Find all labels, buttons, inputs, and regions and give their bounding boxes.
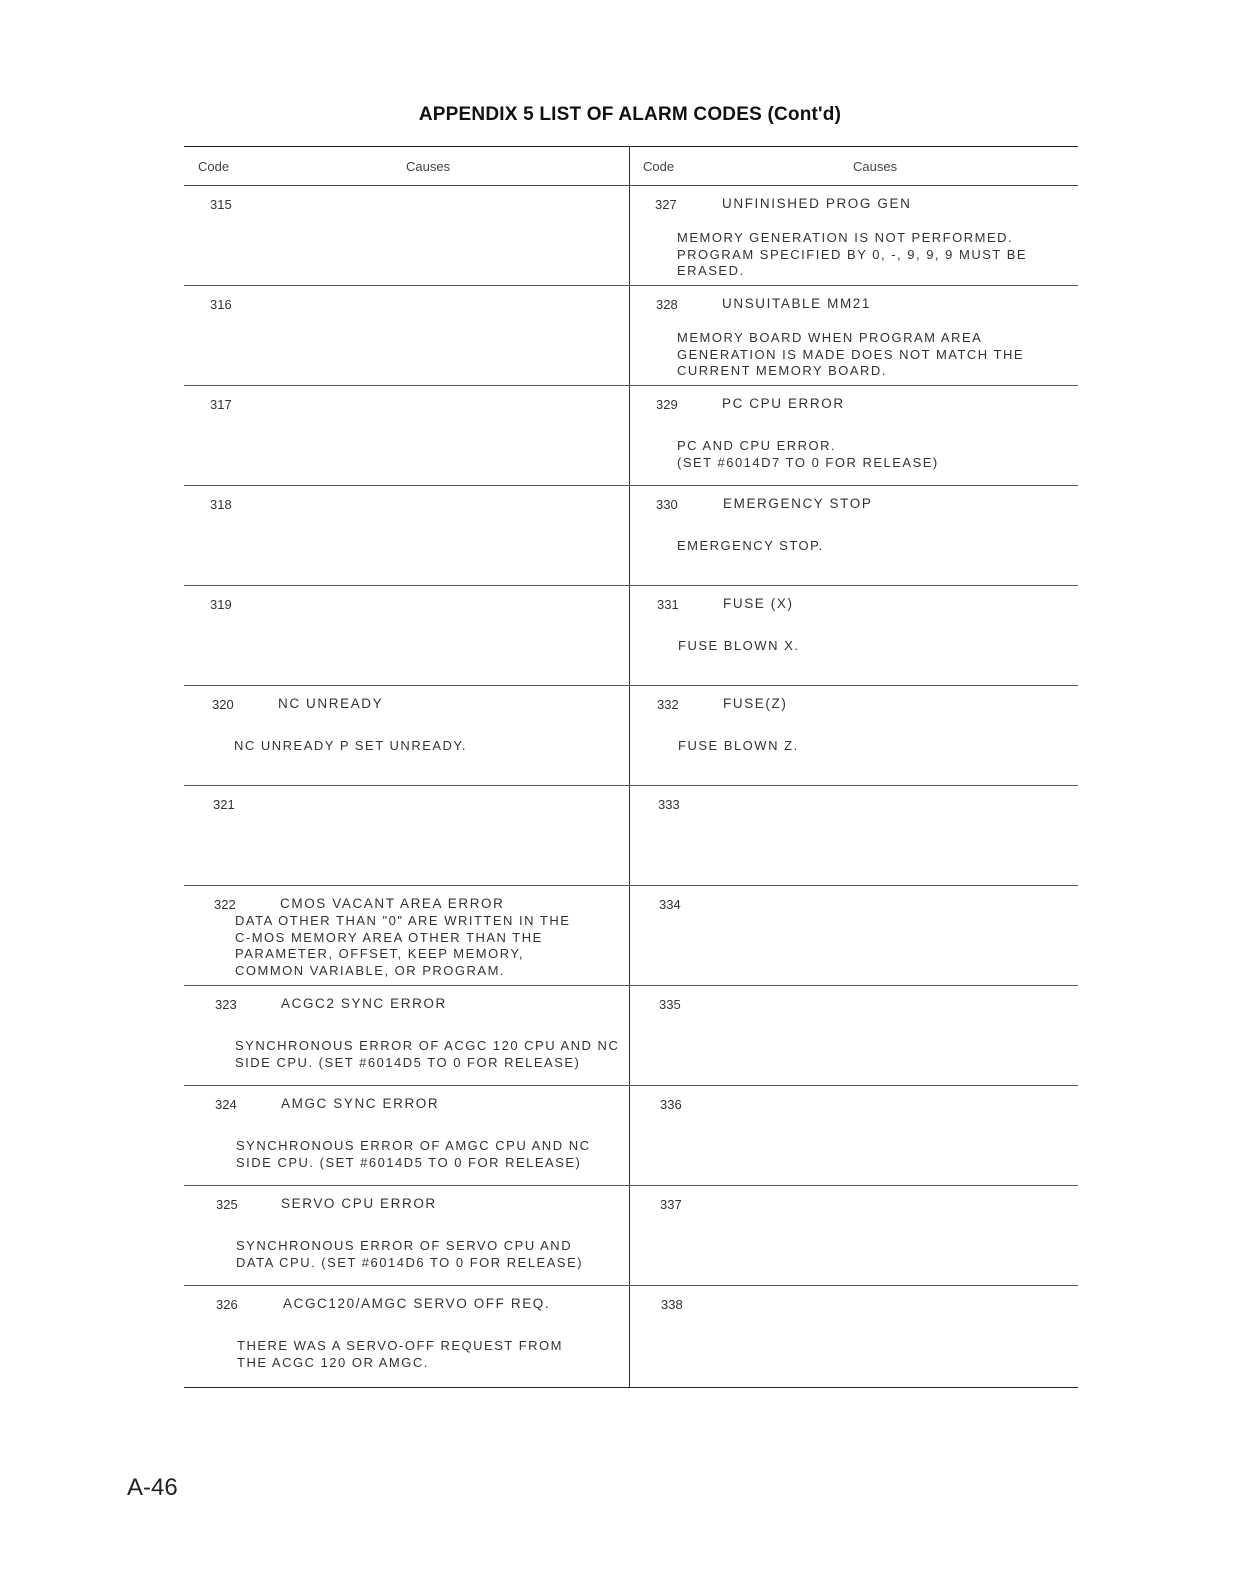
alarm-entry [184, 1285, 624, 1385]
alarm-name: SERVO CPU ERROR [281, 1196, 437, 1211]
column-divider [629, 147, 630, 1387]
alarm-name: FUSE (X) [723, 596, 794, 611]
alarm-name: ACGC120/AMGC SERVO OFF REQ. [283, 1296, 551, 1311]
alarm-codes-table [184, 146, 1078, 1388]
alarm-entry [634, 685, 1074, 785]
alarm-name: UNFINISHED PROG GEN [722, 196, 912, 211]
alarm-description: EMERGENCY STOP. [677, 538, 824, 553]
alarm-name: NC UNREADY [278, 696, 384, 711]
page-number: A-46 [127, 1474, 178, 1501]
page-title: APPENDIX 5 LIST OF ALARM CODES (Cont'd) [418, 104, 842, 125]
alarm-description: SYNCHRONOUS ERROR OF ACGC 120 CPU AND NC SIDE CPU. (SET #6014D5 TO 0 FOR RELEASE) [235, 1038, 620, 1070]
alarm-code: 330 [656, 497, 678, 512]
alarm-code: 317 [210, 397, 232, 412]
alarm-description: SYNCHRONOUS ERROR OF AMGC CPU AND NC SIDE CPU. (SET #6014D5 TO 0 FOR RELEASE) [236, 1138, 591, 1170]
alarm-code: 324 [215, 1097, 237, 1112]
alarm-entry [634, 485, 1074, 585]
alarm-entry [184, 685, 624, 785]
alarm-code: 316 [210, 297, 232, 312]
alarm-description: MEMORY BOARD WHEN PROGRAM AREA GENERATION IS MADE DOES NOT MATCH THE CURRENT MEMORY BOARD. [677, 330, 1025, 378]
alarm-entry [634, 285, 1074, 385]
alarm-name: FUSE(Z) [723, 696, 788, 711]
alarm-description: MEMORY GENERATION IS NOT PERFORMED. PROGRAM SPECIFIED BY 0, -, 9, 9, 9 MUST BE ERASED. [677, 230, 1028, 278]
header-code-right: Code [643, 159, 675, 174]
alarm-code: 328 [656, 297, 678, 312]
alarm-description: FUSE BLOWN X. [678, 638, 800, 653]
alarm-code: 333 [658, 797, 680, 812]
alarm-code: 318 [210, 497, 232, 512]
alarm-description: SYNCHRONOUS ERROR OF SERVO CPU AND DATA CPU. (SET #6014D6 TO 0 FOR RELEASE) [236, 1238, 584, 1270]
alarm-code: 327 [655, 197, 677, 212]
alarm-description: PC AND CPU ERROR. (SET #6014D7 TO 0 FOR RELEASE) [677, 438, 939, 470]
alarm-code: 336 [660, 1097, 682, 1112]
alarm-code: 334 [659, 897, 681, 912]
alarm-entry [634, 585, 1074, 685]
alarm-code: 322 [214, 897, 236, 912]
alarm-name: AMGC SYNC ERROR [281, 1096, 440, 1111]
alarm-name: EMERGENCY STOP [723, 496, 873, 511]
alarm-description: NC UNREADY P SET UNREADY. [234, 738, 468, 753]
alarm-code: 335 [659, 997, 681, 1012]
alarm-entry [634, 185, 1074, 285]
alarm-entry [184, 585, 624, 685]
alarm-description: FUSE BLOWN Z. [678, 738, 799, 753]
alarm-entry [184, 885, 624, 985]
alarm-code: 325 [216, 1197, 238, 1212]
alarm-entry [184, 985, 624, 1085]
table-header [184, 147, 1078, 186]
alarm-code: 319 [210, 597, 232, 612]
alarm-code: 332 [657, 697, 679, 712]
alarm-code: 320 [212, 697, 234, 712]
alarm-description: DATA OTHER THAN "0" ARE WRITTEN IN THE C-MOS MEMORY AREA OTHER THAN THE PARAMETER, OFFSET, KEEP MEMORY, COMMON VARIABLE, OR PROGRAM. [235, 913, 571, 978]
alarm-name: ACGC2 SYNC ERROR [281, 996, 447, 1011]
alarm-entry [184, 1085, 624, 1185]
alarm-entry [184, 485, 624, 585]
alarm-name: CMOS VACANT AREA ERROR [280, 896, 505, 911]
alarm-entry [184, 1185, 624, 1285]
alarm-entry [634, 885, 1074, 985]
alarm-code: 331 [657, 597, 679, 612]
alarm-code: 315 [210, 197, 232, 212]
header-code-left: Code [198, 159, 230, 174]
alarm-entry [634, 1185, 1074, 1285]
alarm-code: 326 [216, 1297, 238, 1312]
alarm-entry [634, 1085, 1074, 1185]
alarm-code: 321 [213, 797, 235, 812]
alarm-entry [634, 985, 1074, 1085]
header-causes-left: Causes [406, 159, 451, 174]
alarm-entry [184, 285, 624, 385]
header-causes-right: Causes [853, 159, 898, 174]
alarm-name: PC CPU ERROR [722, 396, 845, 411]
alarm-name: UNSUITABLE MM21 [722, 296, 872, 311]
alarm-description: THERE WAS A SERVO-OFF REQUEST FROM THE ACGC 120 OR AMGC. [237, 1338, 563, 1370]
alarm-code: 323 [215, 997, 237, 1012]
alarm-entry [184, 385, 624, 485]
alarm-code: 337 [660, 1197, 682, 1212]
alarm-code: 329 [656, 397, 678, 412]
alarm-entry [184, 785, 624, 885]
alarm-entry [634, 785, 1074, 885]
alarm-entry [184, 185, 624, 285]
alarm-code: 338 [661, 1297, 683, 1312]
alarm-entry [634, 385, 1074, 485]
alarm-entry [634, 1285, 1074, 1385]
